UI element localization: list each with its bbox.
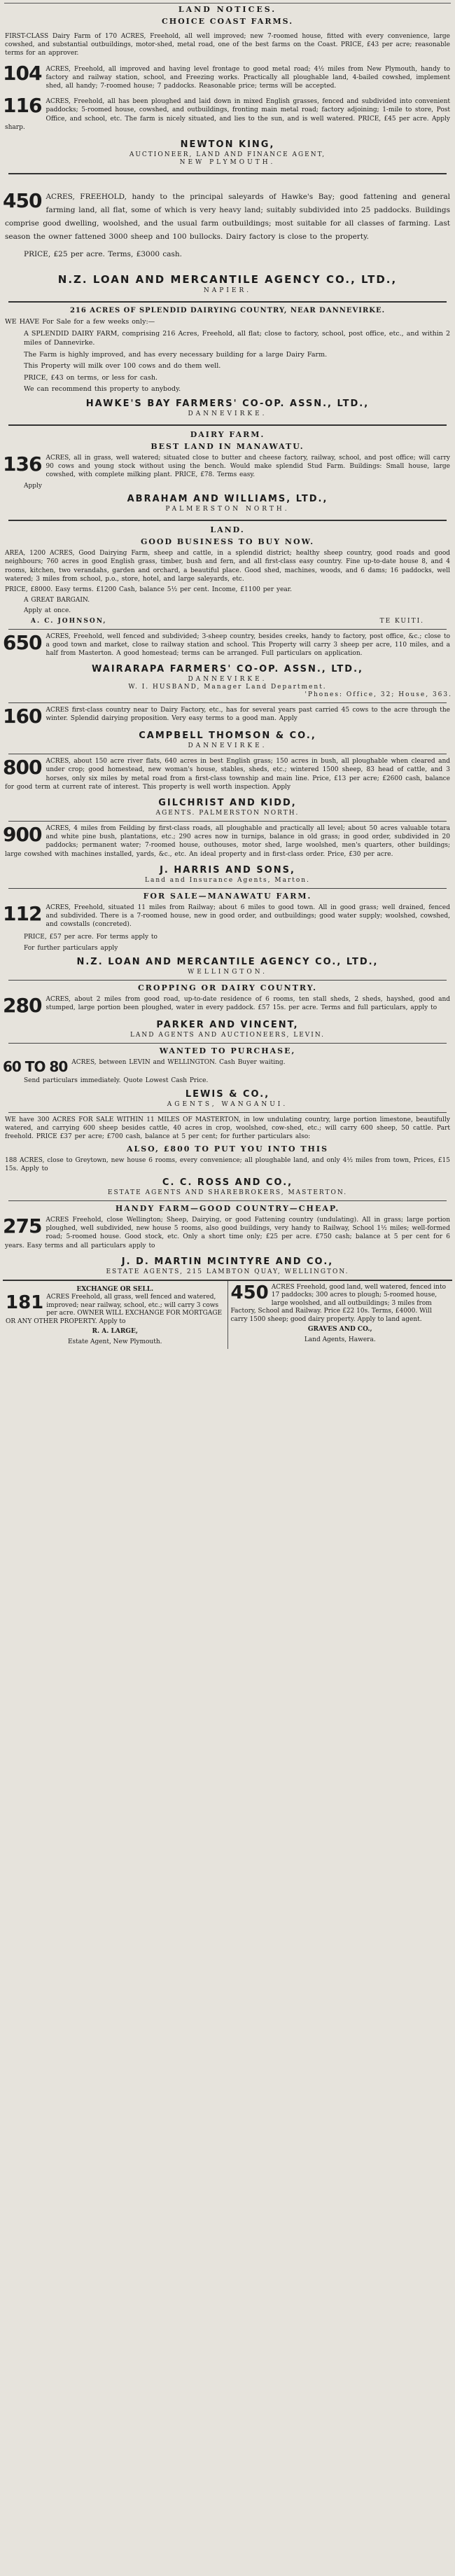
manawatu-subheading: BEST LAND IN MANAWATU. bbox=[150, 441, 304, 451]
lead-text: WE HAVE For Sale for a few weeks only:— bbox=[5, 318, 155, 326]
agency-name: WAIRARAPA FARMERS' CO-OP. ASSN., LTD., bbox=[92, 664, 363, 675]
acreage-number: 450 bbox=[230, 1282, 269, 1303]
acreage-number: 160 bbox=[3, 705, 42, 728]
agency-place: WELLINGTON. bbox=[188, 968, 267, 976]
agent-name: NEWTON KING, bbox=[180, 139, 275, 151]
dannevirke-section bbox=[3, 307, 452, 417]
section-divider bbox=[8, 424, 447, 426]
ad-text: FIRST-CLASS Dairy Farm of 170 ACRES, Freehold, all well improved; new 7-roomed house, fitted with every convenience, large cowshed, and substantial outbuildings, motor-shed, metal road, one of the best farms on the Coast. PRICE, £43 per acre; reasonable terms for an approver. bbox=[5, 33, 450, 57]
section-divider bbox=[8, 301, 447, 303]
ad-text: ACRES Freehold, close Wellington; Sheep, Dairying, or good Fattening country (undulating). All in grass; large portion ploughed, well subdivided, new house 5 rooms, also good buildings, very handy to Railway, School 1½ miles; well-formed road; 5-roomed house. Good stock, etc. Only a short time only; £25 per acre. £750 cash; balance at 5 per cent for 6 years. Easy terms and all particulars apply to bbox=[5, 1217, 450, 1249]
land-heading: LAND. bbox=[210, 525, 245, 535]
ad-text: ACRES, all in grass, well watered; situated close to butter and cheese factory, railway, school, and post office; will carry 90 cows and young stock without using the bench. Would make splendid Stud Farm. Buildings: Small house, large cowshed, with complete milking plant. PRICE, £78. Terms easy. bbox=[46, 454, 450, 478]
also-heading: ALSO, £800 TO PUT YOU INTO THIS bbox=[126, 1144, 329, 1154]
section-divider bbox=[8, 702, 447, 703]
manawatu-sale-section bbox=[3, 892, 452, 976]
agency-name: CAMPBELL THOMSON & CO., bbox=[139, 730, 316, 742]
exchange-column bbox=[3, 1281, 227, 1350]
acreage-number: 136 bbox=[3, 452, 42, 476]
agent-title: AUCTIONEER, LAND AND FINANCE AGENT, bbox=[129, 151, 326, 159]
ad-paragraph: PRICE, £43 on terms, or less for cash. bbox=[24, 373, 158, 382]
ad-text: ACRES Freehold, all grass, well fenced and watered, improved; near railway, school, etc.; will carry 3 cows per acre. OWNER WILL EXCHANGE FOR MORTGAGE OR ANY OTHER PROPERTY. Apply to bbox=[6, 1294, 223, 1325]
manawatu-section bbox=[3, 430, 452, 513]
acreage-number: 112 bbox=[3, 901, 42, 925]
choice-coast-section bbox=[3, 17, 452, 166]
section-divider bbox=[8, 888, 447, 889]
ad-text: ACRES, about 150 acre river flats, 640 acres in best English grass; 150 acres in bush, all ploughable when cleared and under crop; good homestead, new woman's house, stables, sheds, etc.; wintered 1500 sheep, 83 head of cattle, and 3 horses, only six miles by metal road from a first-class township and main line. Price, £13 per acre; £2600 cash, balance for good term at current rate of interest. This property is well worth inspection. Apply bbox=[5, 758, 450, 791]
ad-text: ACRES, 4 miles from Feilding by first-class roads, all ploughable and practically all level; about 50 acres valuable totara and white pine bush, plantations, etc.; 290 acres now in turnips, balance in old grass; in good order, subdivided in 20 paddocks; permanent water; 7-roomed house, outhouses, motor shed, large woolshed, men's quarters, other buildings; large cowshed with machines installed, yards, &c., etc. An ideal property and in first-class order. Price, £30 per acre. bbox=[5, 824, 450, 858]
mcintyre-section bbox=[3, 1204, 452, 1275]
handy-farm-heading: HANDY FARM—GOOD COUNTRY—CHEAP. bbox=[115, 1204, 340, 1214]
section-divider bbox=[8, 173, 447, 174]
acreage-number: 280 bbox=[3, 993, 42, 1017]
agency-place: NAPIER. bbox=[203, 287, 252, 295]
acreage-number: 116 bbox=[3, 94, 42, 118]
agency-place: DANNEVIRKE. bbox=[188, 742, 267, 750]
ad-text: ACRES first-class country near to Dairy Factory, etc., has for several years past carried 45 cows to the acre through the winter. Splendid dairying proposition. Very easy terms to a good man. Apply bbox=[46, 707, 450, 723]
ad-text: ACRES, Freehold, situated 11 miles from Railway; about 6 miles to good town. All in good grass; well drained, fenced and subdivided. There is a 7-roomed house, new in good order, and outbuildings; good water supply; woolshed, cowshed, and cowstalls (concreted). bbox=[46, 903, 450, 929]
ad-paragraph: We can recommend this property to anybody. bbox=[24, 385, 181, 394]
cropping-heading: CROPPING OR DAIRY COUNTRY. bbox=[138, 983, 317, 992]
dairy-farm-heading: DAIRY FARM. bbox=[190, 429, 265, 439]
agent-place: NEW PLYMOUTH. bbox=[179, 159, 276, 167]
ad-text: ACRES, Freehold, all improved and having level frontage to good metal road; 4½ miles from New Plymouth, handy to factory and railway station, school, and Freezing works. Practically all ploughable land, 4-bailed cowshed, implement shed, all handy; 7-roomed house; 7 paddocks. Reasonable price; terms will be accepted. bbox=[46, 65, 450, 90]
apply-text: Apply at once. bbox=[24, 607, 71, 615]
agency-name: PARKER AND VINCENT, bbox=[156, 1019, 299, 1030]
section-divider bbox=[8, 821, 447, 822]
acreage-number: 450 bbox=[3, 189, 42, 213]
agent-name: A. C. JOHNSON, bbox=[31, 617, 107, 625]
price-text: PRICE, £8000. Easy terms. £1200 Cash, balance 5½ per cent. Income, £1100 per year. bbox=[5, 586, 292, 593]
hawera-column bbox=[227, 1281, 453, 1350]
acreage-number: 60 TO 80 bbox=[3, 1058, 68, 1075]
acreage-number: 275 bbox=[3, 1214, 42, 1238]
campbell-section bbox=[3, 706, 452, 749]
header-rule bbox=[4, 3, 451, 4]
section-divider bbox=[8, 629, 447, 630]
agency-name: J. HARRIS AND SONS, bbox=[160, 864, 295, 875]
land-subheading: GOOD BUSINESS TO BUY NOW. bbox=[140, 537, 315, 547]
ad-text: ACRES, Freehold, all has been ploughed and laid down in mixed English grasses, fenced and subdivided into convenient paddocks; 5-roomed house, cowshed, and outbuildings, fronting main metal road; factory adjoining; 1-mile to store, Post Office, and school, etc. The farm is nicely situated, and lies to the sun, and is well watered. PRICE, £45 per acre. Apply sharp. bbox=[5, 98, 450, 131]
agency-name: N.Z. LOAN AND MERCANTILE AGENCY CO., LTD., bbox=[76, 956, 379, 967]
ad-text: ACRES, FREEHOLD, handy to the principal saleyards of Hawke's Bay; good fattening and general farming land, all flat, some of which is very heavy land; suitably subdivided into 25 paddocks. Buildings comprise good dwelling, woolshed, and the usual farm outbuildings; most suitable for all classes of farming. Last season the owner fattened 3000 sheep and 100 bullocks. Dairy factory is close to the property. bbox=[5, 193, 450, 242]
land-section bbox=[3, 525, 452, 624]
bottom-columns bbox=[3, 1280, 452, 1350]
choice-coast-ad-1 bbox=[3, 29, 452, 62]
agency-place: PALMERSTON NORTH. bbox=[165, 506, 290, 513]
particulars-text: Send particulars immediately. Quote Lowest Cash Price. bbox=[24, 1076, 209, 1084]
dannevirke-heading: 216 ACRES OF SPLENDID DAIRYING COUNTRY, NEAR DANNEVIRKE. bbox=[69, 307, 386, 315]
acreage-number: 650 bbox=[3, 630, 42, 654]
agency-place: ESTATE AGENTS, 215 LAMBTON QUAY, WELLINGTON. bbox=[106, 1268, 349, 1275]
manager-line: W. I. HUSBAND, Manager Land Department. bbox=[128, 684, 327, 691]
choice-coast-ad-3 bbox=[3, 94, 452, 135]
apply-label: Apply bbox=[24, 483, 42, 490]
section-divider bbox=[8, 1112, 447, 1113]
agency-place: DANNEVIRKE. bbox=[188, 410, 267, 417]
ad-text: ACRES, Freehold, well fenced and subdivided; 3-sheep country, besides creeks, handy to factory, post office, &c.; close to a good town and market, close to railway station and school. This Property will carry 3 sheep per acre, 110 miles, and a half from Masterton. A good homestead; terms can be arranged. Full particulars on application. bbox=[46, 632, 450, 657]
land-notices-page bbox=[3, 0, 452, 1349]
agency-place: DANNEVIRKE. bbox=[188, 676, 267, 684]
agency-name: HAWKE'S BAY FARMERS' CO-OP. ASSN., LTD., bbox=[85, 398, 370, 409]
section-divider bbox=[8, 520, 447, 521]
price-text: PRICE, £57 per acre. For terms apply to bbox=[24, 934, 158, 941]
cropping-section bbox=[3, 983, 452, 1039]
acreage-number: 104 bbox=[3, 61, 42, 85]
agent-line bbox=[3, 618, 452, 625]
agency-place: LAND AGENTS AND AUCTIONEERS, LEVIN. bbox=[130, 1031, 326, 1039]
price-text: PRICE, £25 per acre. Terms, £3000 cash. bbox=[24, 250, 183, 259]
masterton-section bbox=[3, 1116, 452, 1196]
agent-place: Estate Agent, New Plymouth. bbox=[67, 1338, 162, 1345]
hawkes-bay-section bbox=[3, 191, 452, 294]
ad-paragraph: This Property will milk over 100 cows and do them well. bbox=[24, 362, 221, 371]
ad-text: WE have 300 ACRES FOR SALE WITHIN 11 MILES OF MASTERTON, in low undulating country, large portion limestone, beautifully watered, and carrying 600 sheep besides cattle, 40 acres in crop, woolshed, cow-shed, etc.; will carry 600 sheep, 50 cattle. Part freehold. PRICE £37 per acre; £700 cash, balance at 5 per cent; for further particulars also: bbox=[5, 1116, 450, 1141]
acreage-number: 181 bbox=[6, 1292, 44, 1314]
acreage-number: 800 bbox=[3, 756, 42, 780]
particulars-text: For further particulars apply bbox=[24, 944, 118, 952]
ad-text: AREA, 1200 ACRES, Good Dairying Farm, sheep and cattle, in a splendid district; healthy sheep country, good roads and good neighbours; 760 acres in good English grass, timber, bush and fern, and all first-class easy country. Fine up-to-date house 8, and 4 rooms, kitchen, two verandahs, garden and orchard, a beautiful place. Good shed, machines, woods, and 6 dams; 16 paddocks, well watered; 3 miles from school, p.o., store, hotel, and large saleyards, etc. bbox=[5, 550, 450, 583]
ad-text: ACRES Freehold, good land, well watered, fenced into 17 paddocks; 300 acres to plough; 5-roomed house, large woolshed, and all outbuildings; 3 miles from Factory, School and Railway. Price £22 10s. Terms, £4000. Will carry 1500 sheep; good dairy property. Apply to land agent. bbox=[230, 1283, 446, 1323]
ad-text-2: 188 ACRES, close to Greytown, new house 6 rooms, every convenience; all ploughable land, and only 4½ miles from town, Prices, £15 15s. Apply to bbox=[5, 1156, 450, 1172]
harris-section bbox=[3, 824, 452, 884]
agency-place: Land and Insurance Agents, Marton. bbox=[145, 876, 310, 884]
section-divider bbox=[8, 980, 447, 981]
wairarapa-section bbox=[3, 632, 452, 699]
agency-name: C. C. ROSS AND CO., bbox=[162, 1177, 293, 1189]
ad-paragraph: The Farm is highly improved, and has every necessary building for a large Dairy Farm. bbox=[24, 350, 328, 359]
wanted-heading: WANTED TO PURCHASE, bbox=[159, 1046, 296, 1055]
ad-text: ACRES, about 2 miles from good road, up-to-date residence of 6 rooms, ten stall sheds, 2 sheds, hayshed, good and stumped, large portion been ploughed, water in every paddock. £57 15s. per acre. Terms and full particulars, apply to bbox=[46, 995, 450, 1012]
agent-name: GRAVES AND CO., bbox=[307, 1326, 372, 1334]
ad-text: ACRES, between LEVIN and WELLINGTON. Cash Buyer waiting. bbox=[71, 1058, 286, 1066]
agent-place: TE KUITI. bbox=[379, 617, 424, 625]
agency-place: AGENTS. PALMERSTON NORTH. bbox=[155, 809, 300, 817]
agency-place: ESTATE AGENTS AND SHAREBROKERS, MASTERTON. bbox=[107, 1189, 348, 1197]
section-divider bbox=[8, 1043, 447, 1044]
ad-paragraph: A SPLENDID DAIRY FARM, comprising 216 Acres, Freehold, all flat; close to factory, school, post office, etc., and within 2 miles of Dannevirke. bbox=[24, 329, 450, 347]
section-divider bbox=[8, 1200, 447, 1201]
phones-line: 'Phones: Office, 32; House, 363. bbox=[304, 691, 452, 699]
agent-place: Land Agents, Hawera. bbox=[304, 1336, 376, 1343]
agency-name: ABRAHAM AND WILLIAMS, LTD., bbox=[127, 494, 328, 505]
choice-coast-heading: CHOICE COAST FARMS. bbox=[161, 17, 294, 26]
agency-place: AGENTS, WANGANUI. bbox=[167, 1101, 288, 1109]
choice-coast-ad-2 bbox=[3, 62, 452, 95]
bargain-text: A GREAT BARGAIN. bbox=[24, 597, 90, 604]
page-title: LAND NOTICES. bbox=[178, 5, 277, 14]
agency-name: GILCHRIST AND KIDD, bbox=[158, 797, 297, 808]
wanted-section bbox=[3, 1046, 452, 1108]
for-sale-heading: FOR SALE—MANAWATU FARM. bbox=[143, 891, 312, 901]
gilchrist-section bbox=[3, 757, 452, 817]
agency-name: LEWIS & CO., bbox=[185, 1089, 270, 1100]
agent-name: R. A. LARGE, bbox=[92, 1328, 138, 1336]
agency-name: J. D. MARTIN MCINTYRE AND CO., bbox=[121, 1256, 334, 1267]
agency-name: N.Z. LOAN AND MERCANTILE AGENCY CO., LTD., bbox=[57, 273, 398, 286]
exchange-heading: EXCHANGE OR SELL. bbox=[76, 1285, 154, 1293]
acreage-number: 900 bbox=[3, 822, 42, 846]
